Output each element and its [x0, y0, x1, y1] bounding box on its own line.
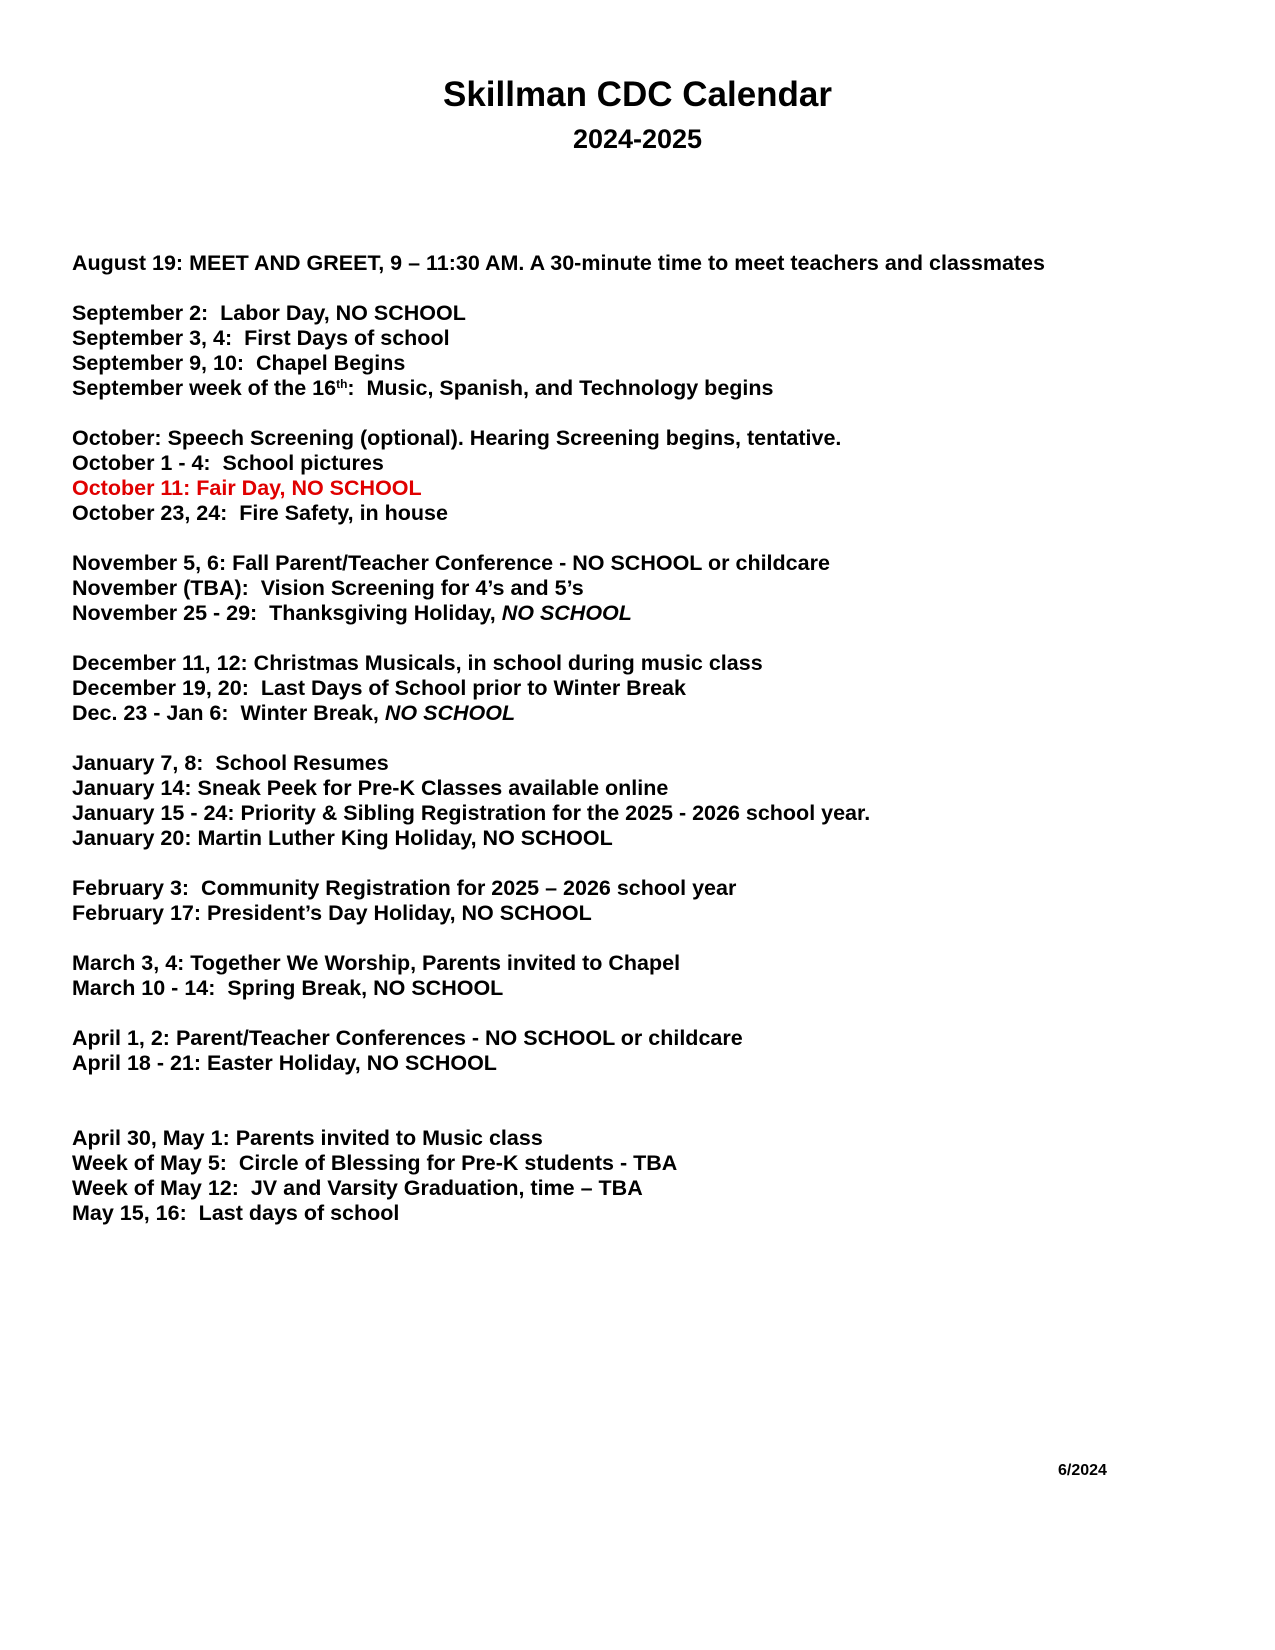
- spacer: [72, 726, 1222, 751]
- event-december-19-20: December 19, 20: Last Days of School prior to Winter Break: [72, 676, 686, 700]
- event-september-9-10: September 9, 10: Chapel Begins: [72, 351, 406, 375]
- spacer: [72, 626, 1222, 651]
- ordinal-suffix: th: [336, 377, 348, 391]
- event-september-16-detail: : Music, Spanish, and Technology begins: [347, 376, 774, 400]
- event-december-11-12: December 11, 12: Christmas Musicals, in school during music class: [72, 651, 763, 675]
- event-january-15-24: January 15 - 24: Priority & Sibling Registration for the 2025 - 2026 school year.: [72, 801, 871, 825]
- event-september-2: September 2: Labor Day, NO SCHOOL: [72, 301, 466, 325]
- event-winter-break: [72, 701, 1222, 726]
- event-november-5-6: November 5, 6: Fall Parent/Teacher Conference - NO SCHOOL or childcare: [72, 551, 830, 575]
- event-may-5: Week of May 5: Circle of Blessing for Pre-K students - TBA: [72, 1151, 678, 1175]
- event-november-25-29: [72, 601, 1222, 626]
- event-april-18-21: April 18 - 21: Easter Holiday, NO SCHOOL: [72, 1051, 497, 1075]
- event-august-19: August 19: MEET AND GREET, 9 – 11:30 AM. A 30-minute time to meet teachers and classmates: [72, 251, 1045, 275]
- spacer: [72, 926, 1222, 951]
- event-october-23-24: October 23, 24: Fire Safety, in house: [72, 501, 448, 525]
- no-school-emphasis: NO SCHOOL: [384, 701, 516, 725]
- event-october-1-4: October 1 - 4: School pictures: [72, 451, 384, 475]
- no-school-emphasis: NO SCHOOL: [501, 601, 632, 625]
- spacer: [72, 1001, 1222, 1026]
- event-september-16: [72, 376, 1222, 401]
- page-title: Skillman CDC Calendar: [443, 75, 832, 114]
- events-list: [72, 251, 1222, 1226]
- event-may-15-16: May 15, 16: Last days of school: [72, 1201, 400, 1225]
- event-november-25-29-text: November 25 - 29: Thanksgiving Holiday,: [72, 601, 502, 625]
- event-september-3-4: September 3, 4: First Days of school: [72, 326, 450, 350]
- spacer: [72, 526, 1222, 551]
- spacer: [72, 401, 1222, 426]
- event-february-17: February 17: President’s Day Holiday, NO SCHOOL: [72, 901, 592, 925]
- event-march-10-14: March 10 - 14: Spring Break, NO SCHOOL: [72, 976, 504, 1000]
- event-january-14: January 14: Sneak Peek for Pre-K Classes available online: [72, 776, 669, 800]
- event-february-3: February 3: Community Registration for 2025 – 2026 school year: [72, 876, 737, 900]
- school-year-subtitle: 2024-2025: [572, 124, 703, 154]
- event-september-16-text: September week of the 16: [72, 376, 337, 400]
- spacer: [72, 1076, 1222, 1126]
- event-april-1-2: April 1, 2: Parent/Teacher Conferences - NO SCHOOL or childcare: [72, 1026, 743, 1050]
- event-winter-break-text: Dec. 23 - Jan 6: Winter Break,: [72, 701, 385, 725]
- event-january-20: January 20: Martin Luther King Holiday, NO SCHOOL: [72, 826, 613, 850]
- event-april-30-may-1: April 30, May 1: Parents invited to Music class: [72, 1126, 543, 1150]
- event-october-11-highlight: October 11: Fair Day, NO SCHOOL: [72, 476, 422, 500]
- spacer: [72, 276, 1222, 301]
- event-november-tba: November (TBA): Vision Screening for 4’s and 5’s: [72, 576, 584, 600]
- event-october-screening: October: Speech Screening (optional). Hearing Screening begins, tentative.: [72, 426, 842, 450]
- spacer: [72, 851, 1222, 876]
- event-may-12: Week of May 12: JV and Varsity Graduation, time – TBA: [72, 1176, 643, 1200]
- event-january-7-8: January 7, 8: School Resumes: [72, 751, 389, 775]
- event-march-3-4: March 3, 4: Together We Worship, Parents invited to Chapel: [72, 951, 681, 975]
- revision-date: 6/2024: [1058, 1462, 1107, 1479]
